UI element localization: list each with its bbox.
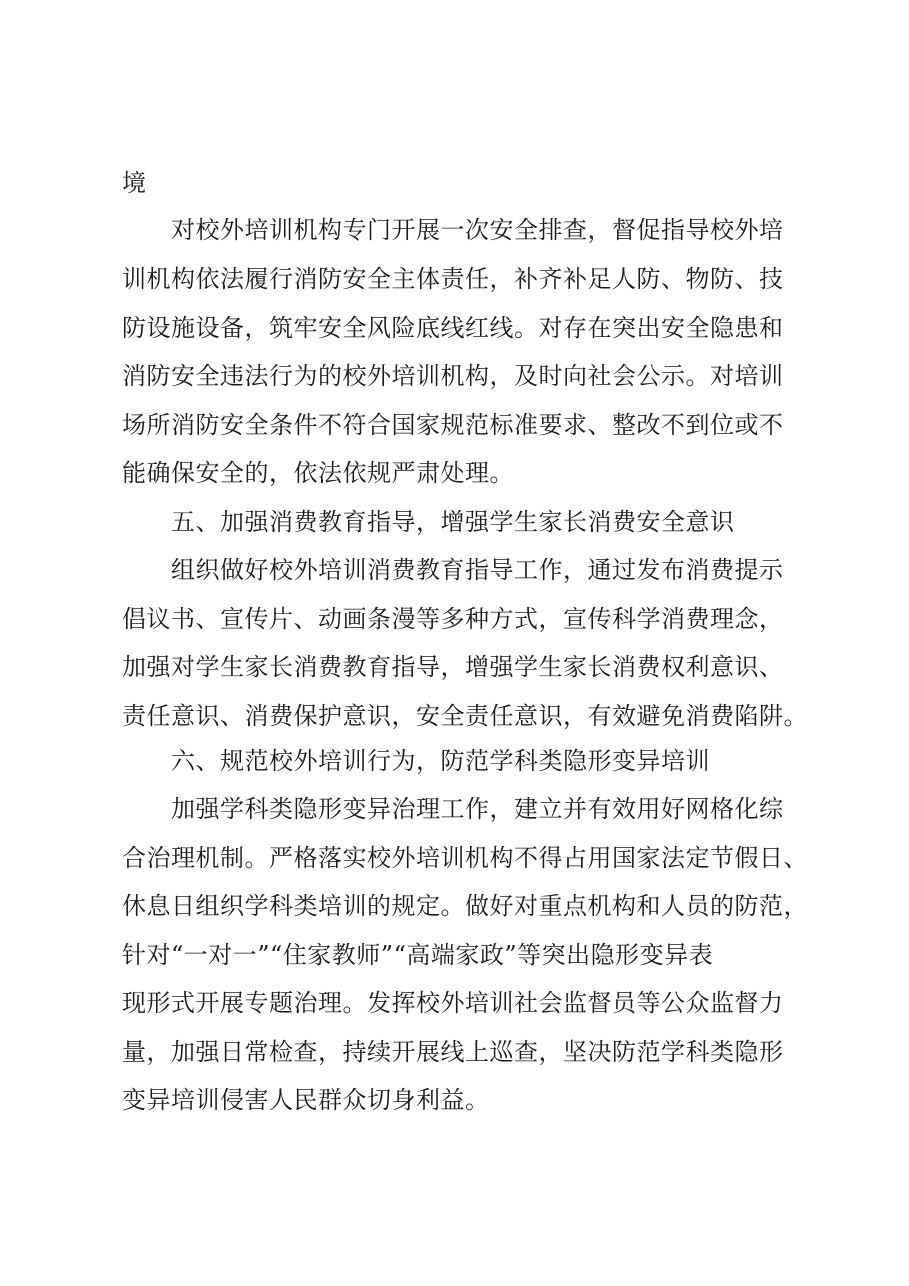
paragraph-line: 场所消防安全条件不符合国家规范标准要求、整改不到位或不 (122, 411, 784, 439)
paragraph-line: 能确保安全的，依法依规严肃处理。 (122, 459, 514, 487)
paragraph-line: 现形式开展专题治理。发挥校外培训社会监督员等公众监督力 (122, 989, 784, 1017)
paragraph-line: 加强学科类隐形变异治理工作，建立并有效用好网格化综 (171, 795, 784, 823)
paragraph-line: 加强对学生家长消费教育指导，增强学生家长消费权利意识、 (122, 653, 784, 681)
section-heading-5: 五、加强消费教育指导，增强学生家长消费安全意识 (171, 508, 735, 536)
paragraph-line: 对校外培训机构专门开展一次安全排查，督促指导校外培 (171, 216, 784, 244)
paragraph-line: 组织做好校外培训消费教育指导工作，通过发布消费提示 (171, 556, 784, 584)
paragraph-line: 量，加强日常检查，持续开展线上巡查，坚决防范学科类隐形 (122, 1038, 784, 1066)
paragraph-line: 休息日组织学科类培训的规定。做好对重点机构和人员的防范， (122, 892, 808, 920)
section-heading-6: 六、规范校外培训行为，防范学科类隐形变异培训 (171, 747, 710, 775)
paragraph-line: 倡议书、宣传片、动画条漫等多种方式，宣传科学消费理念， (122, 605, 784, 633)
paragraph-line: 针对“一对一”“住家教师”“高端家政”等突出隐形变异表 (122, 941, 714, 969)
paragraph-line: 训机构依法履行消防安全主体责任，补齐补足人防、物防、技 (122, 265, 784, 293)
paragraph-line: 消防安全违法行为的校外培训机构，及时向社会公示。对培训 (122, 362, 784, 390)
paragraph-line: 合治理机制。严格落实校外培训机构不得占用国家法定节假日、 (122, 844, 808, 872)
paragraph-line: 变异培训侵害人民群众切身利益。 (122, 1086, 490, 1114)
paragraph-line: 防设施设备，筑牢安全风险底线红线。对存在突出安全隐患和 (122, 314, 784, 342)
continued-text: 境 (122, 169, 147, 197)
paragraph-line: 责任意识、消费保护意识，安全责任意识，有效避免消费陷阱。 (122, 702, 808, 730)
